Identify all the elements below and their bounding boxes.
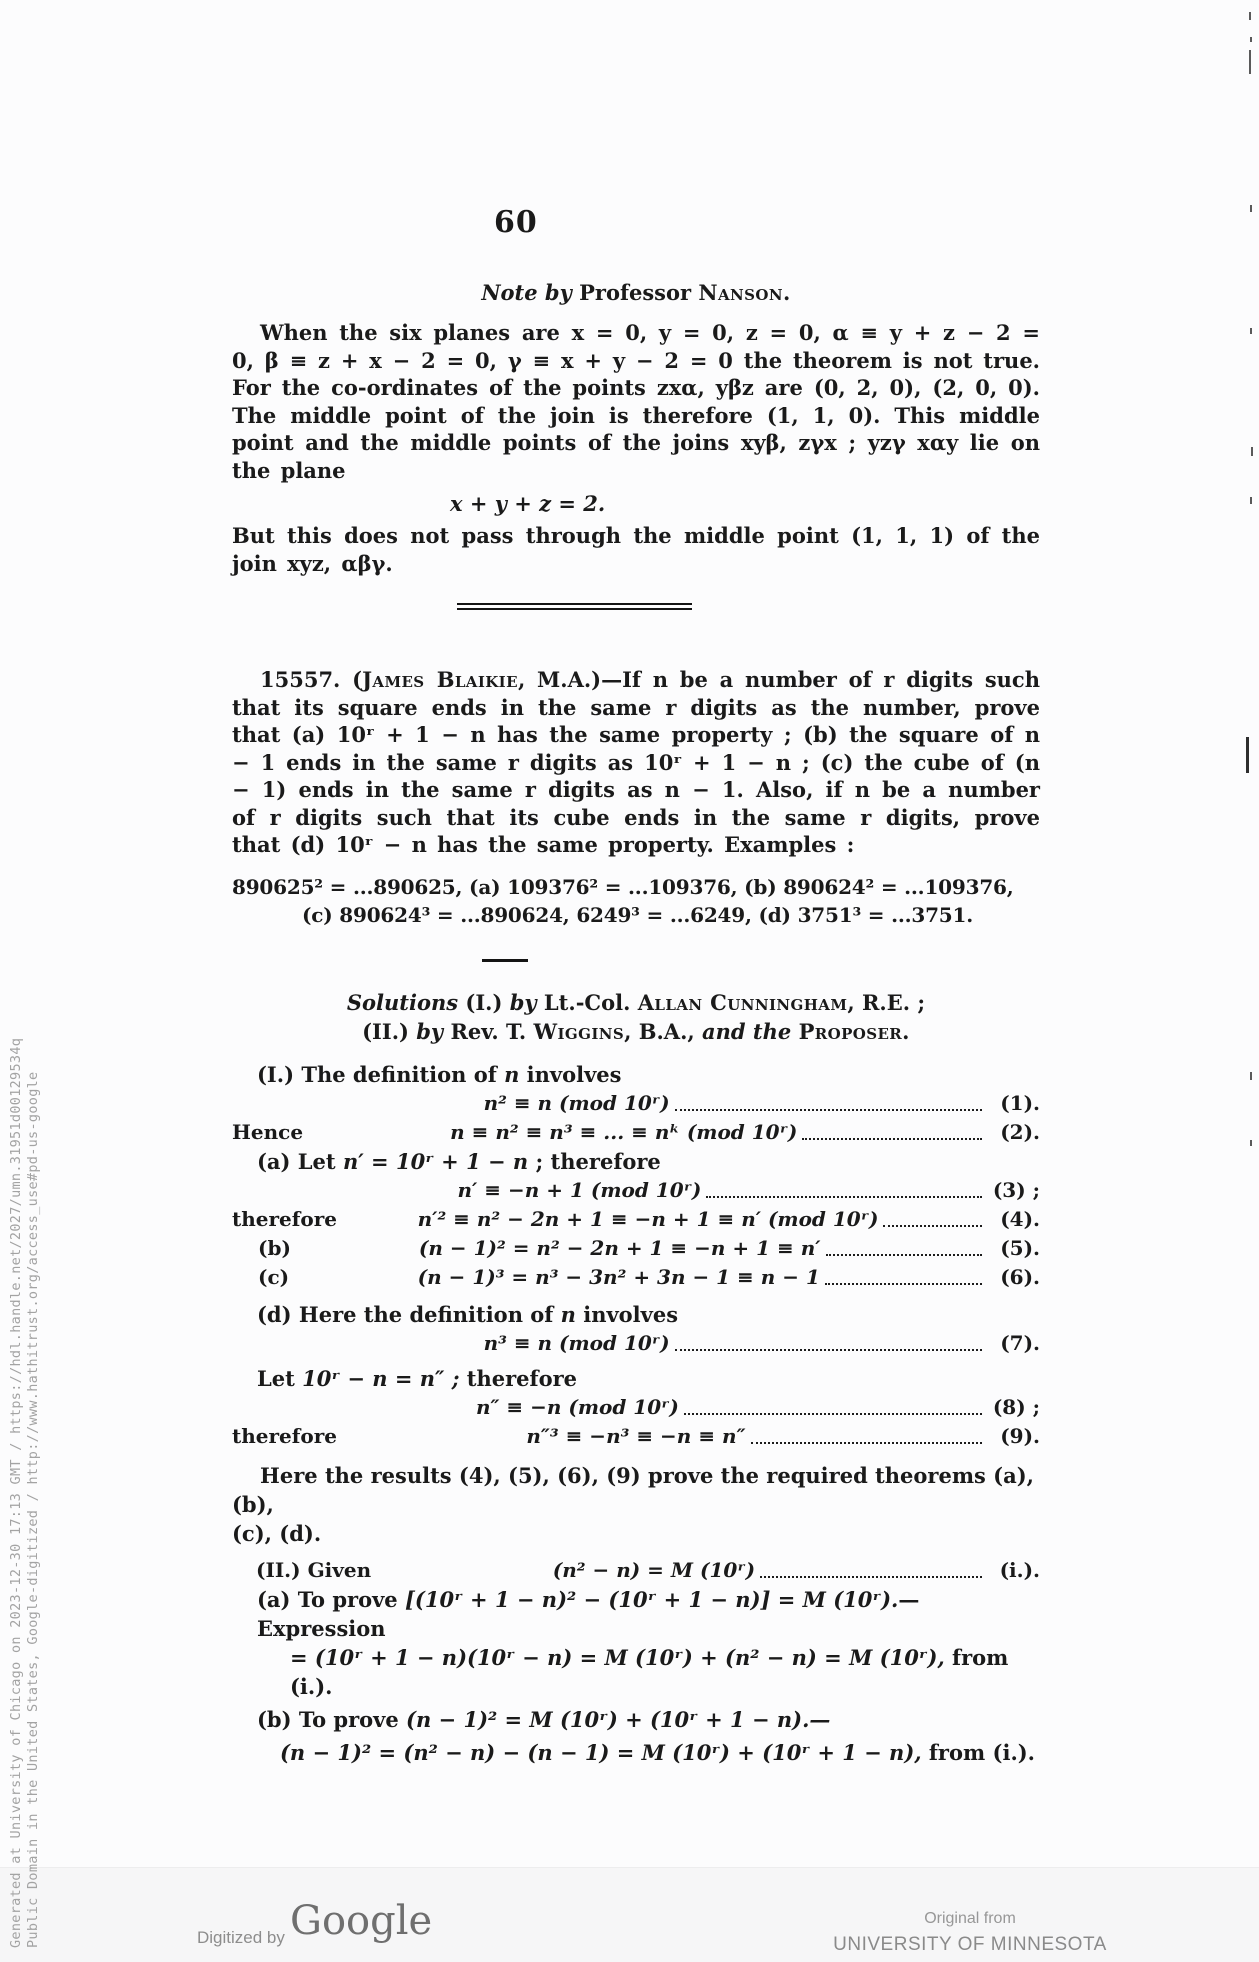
equation-number: (3) ; <box>992 1177 1040 1202</box>
institution-name: UNIVERSITY OF MINNESOTA <box>833 1934 1107 1955</box>
equation-body: n ≡ n² ≡ n³ ≡ ... ≡ nᵏ (mod 10ʳ) <box>450 1119 798 1144</box>
solutions-byline-1 <box>232 988 1040 1017</box>
problem-number: 15557. <box>260 667 341 692</box>
problem-author: James Blaikie <box>362 667 518 692</box>
solution2-case-b-line-1 <box>232 1705 1040 1734</box>
byline2-roman: (II.) <box>362 1018 417 1044</box>
scan-artifact-tick <box>1249 12 1251 20</box>
note-display-equation: x + y + z = 2. <box>450 491 606 516</box>
solution1-results-line-2: (c), (d). <box>232 1520 322 1546</box>
byline-solutions-word: Solutions <box>346 989 459 1015</box>
equation-label: therefore <box>232 1206 337 1231</box>
solution1-let-line <box>232 1364 1040 1393</box>
iia2-from: from (i.). <box>290 1644 1009 1699</box>
solution1-case-a <box>232 1147 1040 1176</box>
equation-body: n³ ≡ n (mod 10ʳ) <box>483 1330 670 1355</box>
case-d-text: (d) Here the definition of <box>257 1301 561 1327</box>
dotted-leader <box>825 1283 982 1285</box>
byline-by-word: by <box>509 989 537 1015</box>
equation-label: Hence <box>232 1119 304 1144</box>
equation-label: (II.) Given <box>256 1557 372 1582</box>
intro-text: (I.) The definition of <box>257 1061 505 1087</box>
equation-number: (4). <box>1000 1206 1040 1231</box>
iib2-from: from (i.). <box>921 1739 1035 1765</box>
problem-statement <box>232 666 1040 859</box>
equation-row-3 <box>232 1176 1040 1205</box>
equation-row-4 <box>232 1205 1040 1234</box>
iib2-math: (n − 1)² = (n² − n) − (n − 1) = M (10ʳ) + (10ʳ + 1 − n), <box>280 1739 922 1765</box>
equation-body: (n − 1)² = n² − 2n + 1 ≡ −n + 1 ≡ n′ <box>418 1235 821 1260</box>
equation-row-i <box>232 1556 1040 1585</box>
examples-line-1: 890625² = ...890625, (a) 109376² = ...109376, (b) 890624² = ...109376, <box>232 874 1014 899</box>
scan-artifact-tick <box>1250 328 1252 334</box>
iia1-text-end: —Expression <box>257 1586 920 1641</box>
problem-text: , M.A.)—If n be a number of r digits such that its square ends in the same r digits as the number, prove that (a) 10ʳ + 1 − n has the same property ; (b) the square of n − 1 ends in the same r digits as 10ʳ + 1 − n ; (c) the cube of (n − 1) ends in the same r digits as n − 1. Also, if n be a number of r digits such that its cube ends in the same r digits, prove that (d) 10ʳ − n has the same property. Examples : <box>232 667 1040 857</box>
examples-line-2: (c) 890624³ = ...890624, 6249³ = ...6249, (d) 3751³ = ...3751. <box>302 902 973 927</box>
solution2-case-b-line-2 <box>232 1738 1040 1767</box>
scan-artifact-tick <box>1250 37 1252 42</box>
solution2-case-a-line-1 <box>232 1585 1040 1643</box>
intro-text-end: involves <box>519 1061 622 1087</box>
problem-paren: ( <box>340 667 363 692</box>
equation-body: n′² ≡ n² − 2n + 1 ≡ −n + 1 ≡ n′ (mod 10ʳ) <box>417 1206 879 1231</box>
equation-body: n″³ ≡ −n³ ≡ −n ≡ n″ <box>526 1423 746 1448</box>
equation-row-5 <box>232 1234 1040 1263</box>
iia1-text: (a) To prove <box>257 1586 405 1612</box>
byline2-suffix: , B.A., <box>624 1018 703 1044</box>
intro-var: n <box>504 1061 520 1087</box>
note-heading-italic: Note by <box>481 280 572 305</box>
case-a-math: n′ = 10ʳ + 1 − n <box>342 1148 529 1174</box>
byline-roman: (I.) <box>458 989 510 1015</box>
scan-artifact-tick <box>1250 497 1252 504</box>
byline-rank: Lt.-Col. <box>536 989 638 1015</box>
equation-body: (n² − n) = M (10ʳ) <box>552 1557 756 1582</box>
solution1-case-d <box>232 1300 1040 1329</box>
scan-artifact-tick <box>1249 50 1251 74</box>
solution1-results-line-1: Here the results (4), (5), (6), (9) prove the required theorems (a), (b), <box>232 1462 1034 1517</box>
dotted-leader <box>706 1196 982 1198</box>
let-therefore: therefore <box>459 1365 577 1391</box>
problem-examples <box>232 873 1040 929</box>
page-number: 60 <box>494 205 538 240</box>
solutions-divider-rule <box>482 959 528 962</box>
byline2-rank: Rev. T. <box>443 1018 534 1044</box>
equation-label: therefore <box>232 1423 337 1448</box>
byline2-by-word: by <box>416 1018 444 1044</box>
equation-body: n² ≡ n (mod 10ʳ) <box>483 1090 670 1115</box>
original-from-label: Original from <box>924 1910 1016 1927</box>
case-a-text: (a) Let <box>257 1148 343 1174</box>
equation-number: (7). <box>1000 1330 1040 1355</box>
note-heading-name: Nanson. <box>698 280 791 305</box>
note-paragraph-2: But this does not pass through the middle point (1, 1, 1) of the join xyz, αβγ. <box>232 523 1040 576</box>
case-d-var: n <box>560 1301 576 1327</box>
iia1-math: [(10ʳ + 1 − n)² − (10ʳ + 1 − n)] = M (10ʳ). <box>404 1586 899 1612</box>
watermark-generated-line: Generated at University of Chicago on 2023-12-30 17:13 GMT / https://hdl.handle.net/2027/umn.31951d00129534q <box>8 1037 24 1948</box>
equation-number: (6). <box>1000 1264 1040 1289</box>
hathitrust-watermark <box>8 1038 41 1948</box>
equation-number: (1). <box>1000 1090 1040 1115</box>
byline-author-cunningham: Allan Cunningham <box>637 989 848 1015</box>
equation-label: (b) <box>258 1235 291 1260</box>
equation-row-8 <box>232 1393 1040 1422</box>
byline2-author-wiggins: Wiggins <box>533 1018 625 1044</box>
watermark-public-domain-line: Public Domain in the United States, Google-digitized / http://www.hathitrust.org/access_use#pd-us-google <box>24 1071 41 1948</box>
iib1-math: (n − 1)² = M (10ʳ) + (10ʳ + 1 − n).— <box>406 1706 831 1732</box>
dotted-leader <box>760 1576 982 1578</box>
dotted-leader <box>826 1254 982 1256</box>
dotted-leader <box>675 1109 982 1111</box>
iia2-math: = (10ʳ + 1 − n)(10ʳ − n) = M (10ʳ) + (n² − n) = M (10ʳ), <box>290 1644 945 1670</box>
byline2-and-the: and the <box>702 1018 799 1044</box>
scan-artifact-tick <box>1250 205 1252 212</box>
equation-number: (i.). <box>999 1557 1041 1582</box>
let-math: 10ʳ − n = n″ ; <box>302 1365 460 1391</box>
google-logo: Google <box>290 1898 433 1944</box>
equation-row-2 <box>232 1118 1040 1147</box>
scan-artifact-tick <box>1246 737 1249 773</box>
byline2-proposer: Proposer. <box>798 1018 910 1044</box>
case-d-text-end: involves <box>575 1301 679 1327</box>
note-heading-roman: Professor <box>571 280 699 305</box>
equation-number: (9). <box>1000 1423 1040 1448</box>
solution1-intro <box>232 1060 1040 1089</box>
solutions-byline-2 <box>232 1017 1040 1046</box>
iib1-text: (b) To prove <box>257 1706 407 1732</box>
equation-row-6 <box>232 1263 1040 1292</box>
equation-body: (n − 1)³ = n³ − 3n² + 3n − 1 ≡ n − 1 <box>417 1264 820 1289</box>
section-divider-double-rule <box>457 603 692 610</box>
case-a-text-end: ; therefore <box>528 1148 661 1174</box>
scan-artifact-tick <box>1251 447 1253 456</box>
dotted-leader <box>675 1349 982 1351</box>
equation-number: (8) ; <box>992 1394 1040 1419</box>
equation-row-1 <box>232 1089 1040 1118</box>
note-heading <box>232 280 1040 305</box>
dotted-leader <box>802 1138 982 1140</box>
equation-label: (c) <box>258 1264 290 1289</box>
scan-artifact-tick <box>1250 1072 1252 1080</box>
byline-suffix: , R.E. ; <box>847 989 926 1015</box>
scan-artifact-tick <box>1250 1140 1252 1146</box>
dotted-leader <box>883 1225 982 1227</box>
note-paragraph-1: When the six planes are x = 0, y = 0, z = 0, α ≡ y + z − 2 = 0, β ≡ z + x − 2 = 0, γ ≡ x + y − 2 = 0 the theorem is not true. For the co-ordinates of the points zxα, yβz are (0, 2, 0), (2, 0, 0). The middle point of the join is therefore (1, 1, 0). This middle point and the middle points of the joins xyβ, zγx ; yzγ xαy lie on the plane <box>232 320 1040 483</box>
equation-body: n′ ≡ −n + 1 (mod 10ʳ) <box>457 1177 702 1202</box>
equation-number: (5). <box>1000 1235 1040 1260</box>
let-word: Let <box>257 1365 303 1391</box>
dotted-leader <box>751 1442 982 1444</box>
equation-row-7 <box>232 1329 1040 1358</box>
solution2-case-a-line-2 <box>232 1643 1040 1701</box>
equation-row-9 <box>232 1422 1040 1451</box>
equation-body: n″ ≡ −n (mod 10ʳ) <box>475 1394 679 1419</box>
page-content <box>232 205 1040 1767</box>
digitized-by-label: Digitized by <box>197 1928 285 1947</box>
dotted-leader <box>684 1413 982 1415</box>
equation-number: (2). <box>1000 1119 1040 1144</box>
